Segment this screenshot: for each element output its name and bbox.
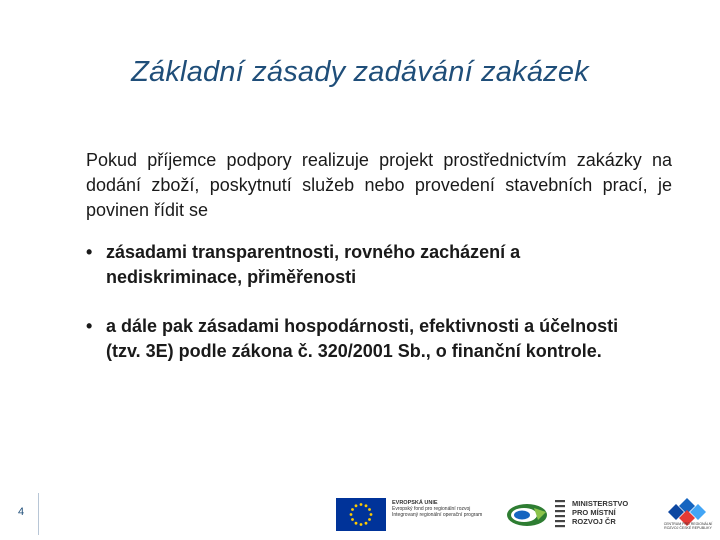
intro-paragraph: Pokud příjemce podpory realizuje projekt prostřednictvím zakázky na dodání zboží, poskytnutí služeb nebo provedení stavebních prací, je povinen řídit se [86,150,672,220]
crr-logo-icon [658,496,716,536]
ministry-line-3: ROZVOJ ČR [572,517,616,526]
eu-flag-icon [336,498,386,531]
footer-divider [38,493,39,535]
ministry-line-1: MINISTERSTVO [572,499,629,508]
ministry-emblem-icon [554,498,568,532]
ministry-line-2: PRO MÍSTNÍ [572,508,616,517]
crr-logo-text: CENTRUM PRO REGIONÁLNÍ ROZVOJ ČESKÉ REPUBLIKY [663,522,713,530]
eu-stars [336,498,386,531]
eu-line-1: EVROPSKÁ UNIE [392,500,438,506]
eu-logo-text [392,500,522,518]
eu-line-2: Evropský fond pro regionální rozvoj [392,506,471,512]
irop-logo-icon [504,500,550,530]
eu-line-3: Integrovaný regionální operační program [392,512,483,518]
bullet-text: zásadami transparentnosti, rovného zacházení a nediskriminace, přiměřenosti [106,242,521,287]
page-number: 4 [18,506,25,518]
footer-logos [336,490,720,540]
bullet-item-principles [84,240,644,290]
bullet-list [84,240,644,388]
ministry-logo-text [572,499,642,526]
bullet-text: a dále pak zásadami hospodárnosti, efektivnosti a účelnosti (tzv. 3E) podle zákona č. 320/2001 Sb., o finanční kontrole. [106,316,619,361]
slide-title: Základní zásady zadávání zakázek [131,56,589,88]
bullet-dot: • [86,316,93,336]
bullet-dot: • [86,242,93,262]
bullet-item-3e [84,314,644,364]
